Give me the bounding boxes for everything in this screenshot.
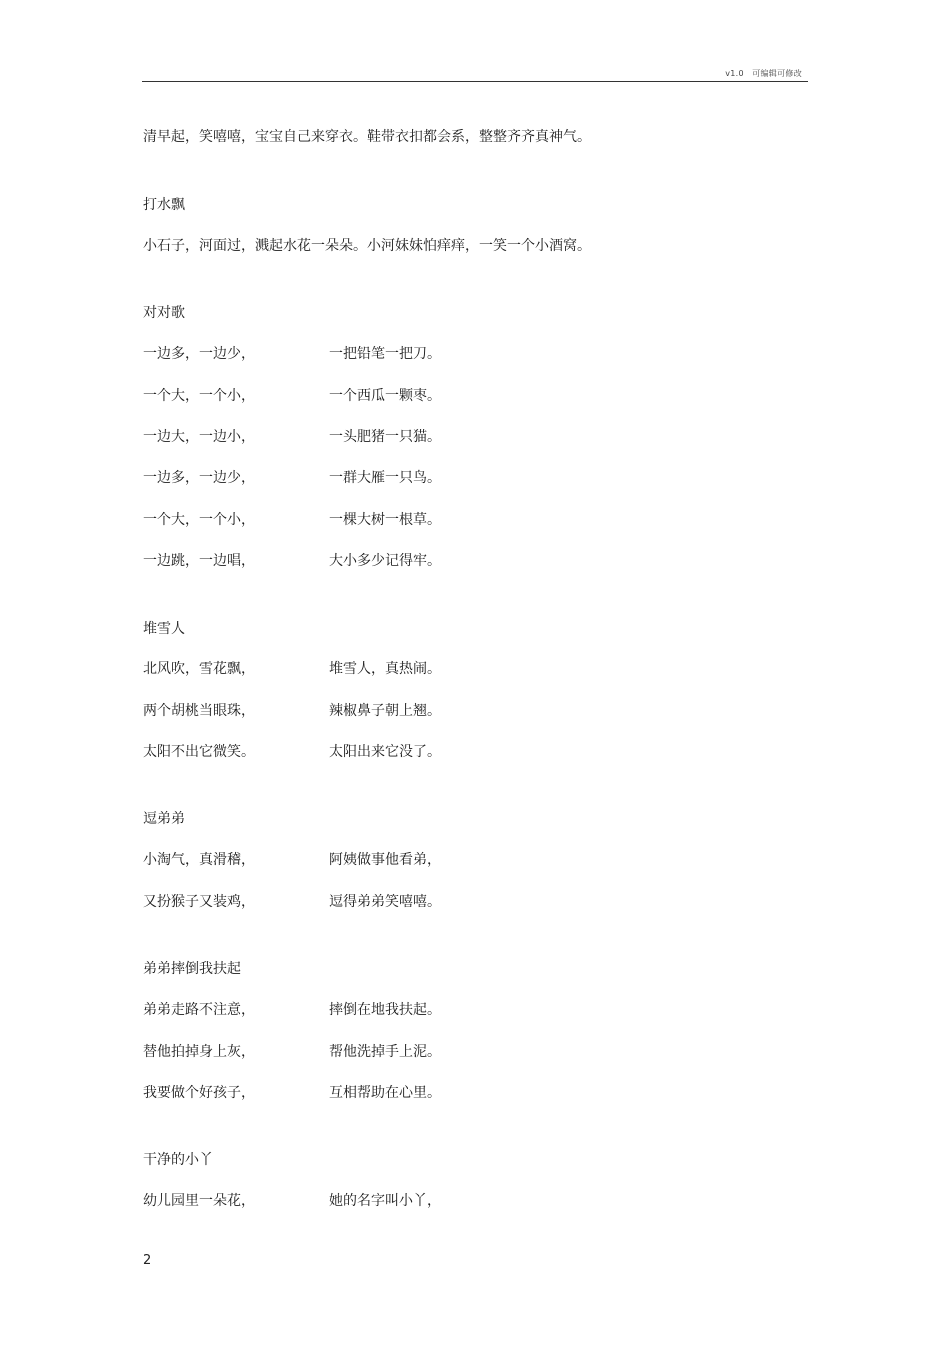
poem-line-left: 北风吹，雪花飘， xyxy=(143,661,255,677)
poem-line xyxy=(143,1001,441,1019)
poem-line-right: 太阳出来它没了。 xyxy=(329,744,441,760)
poem-line-right: 一头肥猪一只猫。 xyxy=(329,429,441,445)
poem-line-left: 我要做个好孩子， xyxy=(143,1085,255,1101)
poem-line-right: 大小多少记得牢。 xyxy=(329,553,441,569)
poem-line xyxy=(143,660,441,678)
poem-line-right: 辣椒鼻子朝上翘。 xyxy=(329,703,441,719)
paragraph-line: 小石子，河面过，溅起水花一朵朵。小河妹妹怕痒痒，一笑一个小酒窝。 xyxy=(143,238,591,254)
section-title: 打水飘 xyxy=(143,197,185,213)
poem-line xyxy=(143,702,441,720)
poem-line xyxy=(143,893,441,911)
poem-line-right: 一个西瓜一颗枣。 xyxy=(329,388,441,404)
section-title: 弟弟摔倒我扶起 xyxy=(143,961,241,977)
poem-line-right: 互相帮助在心里。 xyxy=(329,1085,441,1101)
poem-line-left: 小淘气，真滑稽， xyxy=(143,852,255,868)
section-title: 干净的小丫 xyxy=(143,1152,213,1168)
header-version-label: v1.0 可编辑可修改 xyxy=(725,69,802,78)
poem-line-left: 太阳不出它微笑。 xyxy=(143,744,255,760)
poem-line xyxy=(143,345,441,363)
poem-line-right: 她的名字叫小丫， xyxy=(329,1193,441,1209)
poem-line-left: 替他拍掉身上灰， xyxy=(143,1044,255,1060)
poem-line-left: 一个大，一个小， xyxy=(143,512,255,528)
poem-line-right: 一把铅笔一把刀。 xyxy=(329,346,441,362)
poem-line xyxy=(143,1084,441,1102)
poem-line-right: 帮他洗掉手上泥。 xyxy=(329,1044,441,1060)
poem-line xyxy=(143,469,441,487)
poem-line-left: 一边跳，一边唱， xyxy=(143,553,255,569)
poem-line xyxy=(143,1192,441,1210)
poem-line-left: 两个胡桃当眼珠， xyxy=(143,703,255,719)
poem-line-left: 一边大，一边小， xyxy=(143,429,255,445)
poem-line xyxy=(143,1043,441,1061)
poem-line-left: 又扮猴子又装鸡， xyxy=(143,894,255,910)
section-title: 逗弟弟 xyxy=(143,811,185,827)
poem-line-left: 一边多，一边少， xyxy=(143,470,255,486)
intro-paragraph: 清早起，笑嘻嘻，宝宝自己来穿衣。鞋带衣扣都会系，整整齐齐真神气。 xyxy=(143,129,591,145)
poem-line xyxy=(143,387,441,405)
section-title: 堆雪人 xyxy=(143,621,185,637)
poem-line-left: 幼儿园里一朵花， xyxy=(143,1193,255,1209)
page-number: 2 xyxy=(143,1253,152,1268)
poem-line-right: 一棵大树一根草。 xyxy=(329,512,441,528)
poem-line xyxy=(143,511,441,529)
poem-line xyxy=(143,743,441,761)
poem-line-right: 摔倒在地我扶起。 xyxy=(329,1002,441,1018)
poem-line-left: 一个大，一个小， xyxy=(143,388,255,404)
poem-line-right: 堆雪人，真热闹。 xyxy=(329,661,441,677)
poem-line-left: 弟弟走路不注意， xyxy=(143,1002,255,1018)
poem-line-left: 一边多，一边少， xyxy=(143,346,255,362)
poem-line xyxy=(143,552,441,570)
poem-line-right: 一群大雁一只鸟。 xyxy=(329,470,441,486)
poem-line-right: 逗得弟弟笑嘻嘻。 xyxy=(329,894,441,910)
poem-line xyxy=(143,851,441,869)
header-rule xyxy=(142,81,808,82)
poem-line-right: 阿姨做事他看弟， xyxy=(329,852,441,868)
section-title: 对对歌 xyxy=(143,305,185,321)
poem-line xyxy=(143,428,441,446)
